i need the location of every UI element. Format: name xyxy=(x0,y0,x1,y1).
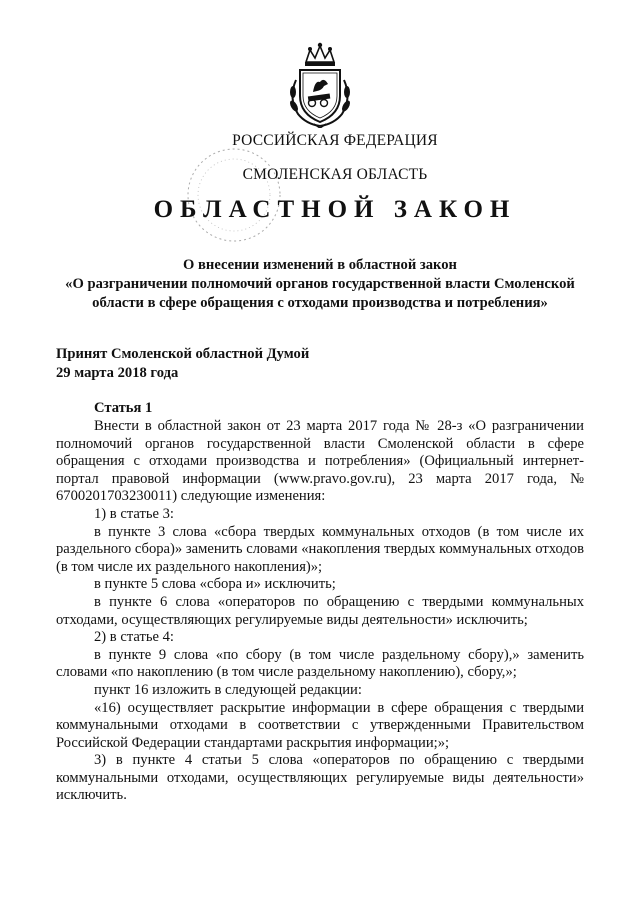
coat-of-arms-emblem xyxy=(284,40,356,128)
article-paragraph: «16) осуществляет раскрытие информации в сфере обращения с твердыми коммунальными отходами в соответствии с утвержденными Правительством Российской Федерации стандартами раскрытия информации;»; xyxy=(56,699,584,751)
article-heading: Статья 1 xyxy=(94,400,153,416)
law-title-line: «О разграничении полномочий органов государственной власти Смоленской xyxy=(65,276,575,292)
article-paragraph: в пункте 9 слова «по сбору (в том числе раздельному сбору),» заменить словами «по накоплению (в том числе раздельному накоплению), сбору,»; xyxy=(56,646,584,681)
region-heading: СМОЛЕНСКАЯ ОБЛАСТЬ xyxy=(242,166,428,183)
law-title-line: области в сфере обращения с отходами производства и потребления» xyxy=(92,295,548,311)
article-paragraph: Внести в областной закон от 23 марта 2017 года № 28-з «О разграничении полномочий органов государственной власти Смоленской области в сфере обращения с отходами производства и потребления» (Официальный интернет-портал правовой информации (www.pravo.gov.ru), 23 марта 2017 года, № 6700201703230011) следующие изменения: xyxy=(56,418,584,505)
article-paragraph: в пункте 5 слова «сбора и» исключить; xyxy=(94,576,336,593)
law-title-line: О внесении изменений в областной закон xyxy=(183,257,457,273)
article-paragraph: в пункте 3 слова «сбора твердых коммунальных отходов (в том числе их раздельного сбора)» заменить словами «накопления твердых коммунальных отходов (в том числе их раздельного накопления)»; xyxy=(56,523,584,575)
adoption-body: Принят Смоленской областной Думой xyxy=(56,346,310,362)
article-paragraph: в пункте 6 слова «операторов по обращению с твердыми коммунальных отходами, осуществляющих регулируемые виды деятельности» исключить; xyxy=(56,593,584,628)
country-heading: РОССИЙСКАЯ ФЕДЕРАЦИЯ xyxy=(232,132,438,149)
document-type-heading: ОБЛАСТНОЙ ЗАКОН xyxy=(153,196,517,223)
article-paragraph: 2) в статье 4: xyxy=(94,629,174,646)
article-paragraph: пункт 16 изложить в следующей редакции: xyxy=(94,681,362,698)
adoption-date: 29 марта 2018 года xyxy=(56,365,179,381)
law-title xyxy=(50,256,590,313)
adoption-info xyxy=(56,345,309,383)
faint-stamp-mark xyxy=(172,140,292,250)
article-body xyxy=(56,418,584,805)
article-paragraph: 3) в пункте 4 статьи 5 слова «операторов по обращению с твердыми коммунальными отходами, осуществляющих регулируемые виды деятельности» исключить. xyxy=(56,752,584,804)
article-paragraph: 1) в статье 3: xyxy=(94,505,174,522)
